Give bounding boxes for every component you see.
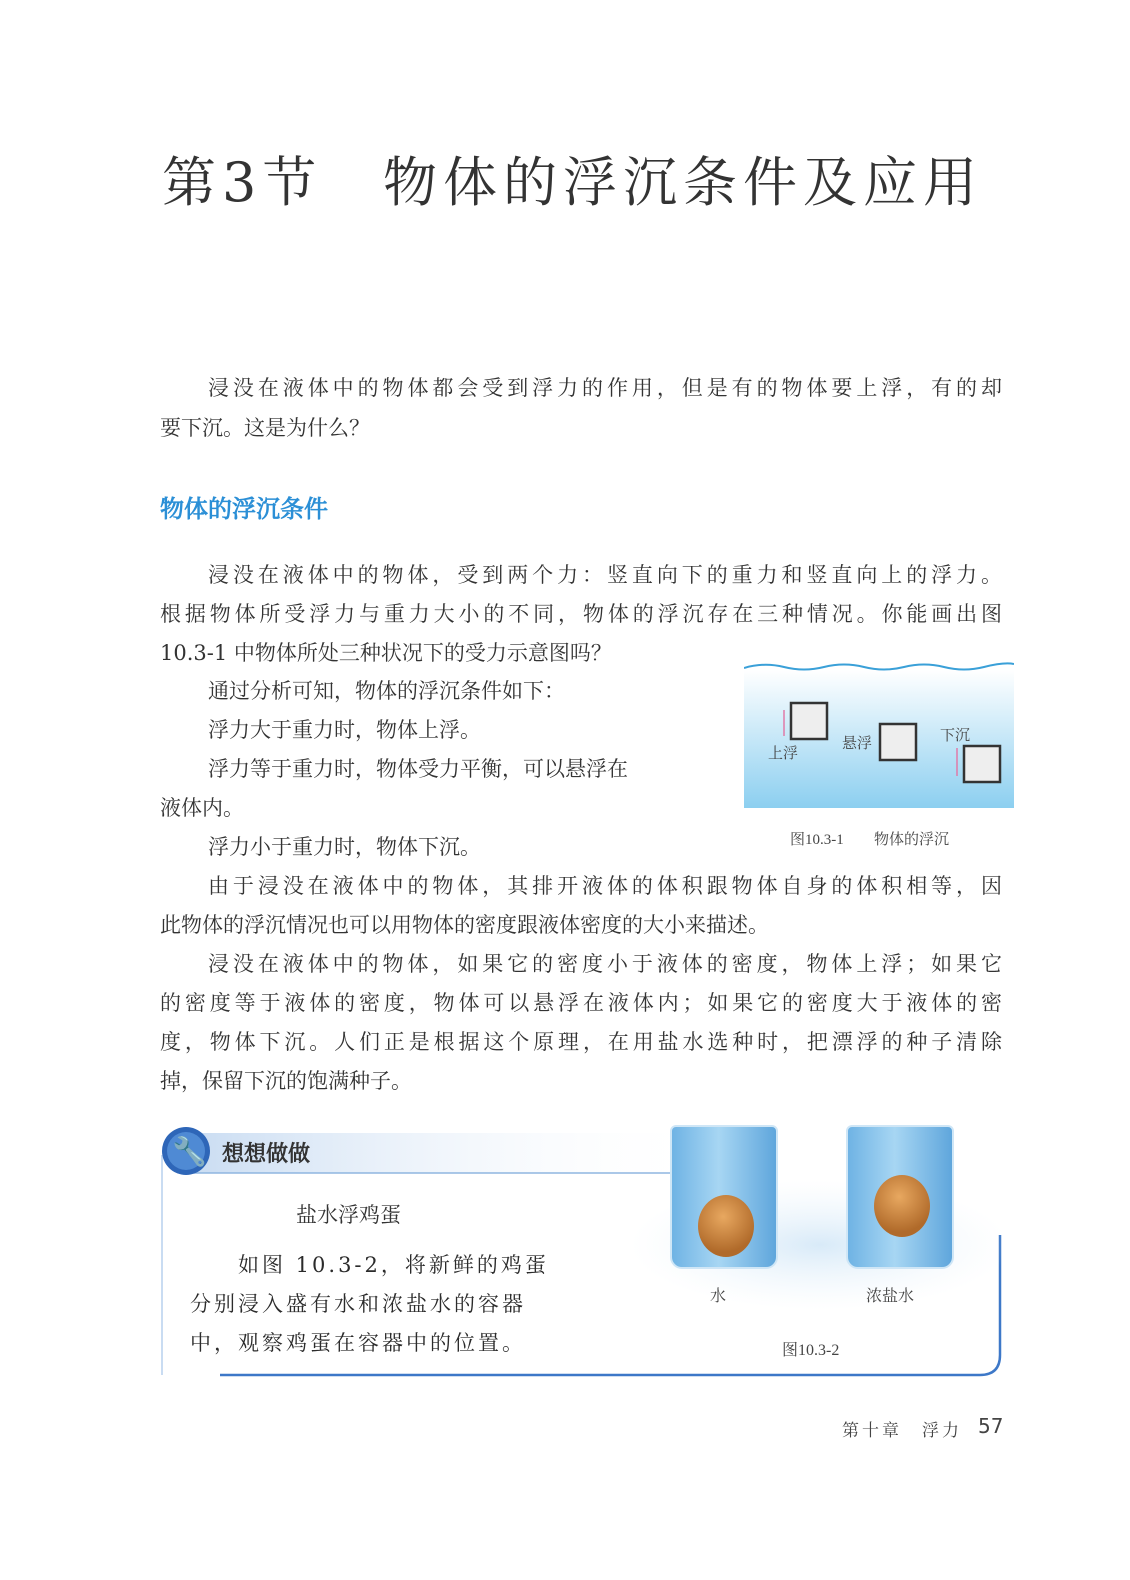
intro-line: 浸没在液体中的物体都会受到浮力的作用，但是有的物体要上浮，有的却 <box>208 376 1002 400</box>
body-line: 浮力大于重力时，物体上浮。 <box>208 718 481 742</box>
body-line: 此物体的浮沉情况也可以用物体的密度跟液体密度的大小来描述。 <box>160 913 769 937</box>
body-line: 浸没在液体中的物体，受到两个力：竖直向下的重力和竖直向上的浮力。 <box>208 563 1002 587</box>
activity-text-line: 如图 10.3-2，将新鲜的鸡蛋 <box>238 1253 549 1277</box>
body-line: 浮力等于重力时，物体受力平衡，可以悬浮在 <box>208 757 628 781</box>
activity-tag: 想想做做 <box>222 1142 311 1167</box>
body-line: 根据物体所受浮力与重力大小的不同，物体的浮沉存在三种情况。你能画出图 <box>160 602 1002 626</box>
water-surface <box>744 663 1014 669</box>
intro-line: 要下沉。这是为什么？ <box>160 416 370 440</box>
figure1-caption-number: 图10.3-1 <box>790 832 844 848</box>
figure-float-sink <box>744 658 1014 808</box>
page-title: 物体的浮沉条件及应用 <box>383 151 983 214</box>
section-number: 第3节 <box>162 151 323 214</box>
footer-chapter: 第十章 浮力 <box>842 1421 962 1441</box>
body-line: 通过分析可知，物体的浮沉条件如下： <box>208 679 565 703</box>
body-line: 掉，保留下沉的饱满种子。 <box>160 1069 412 1093</box>
body-line: 度，物体下沉。人们正是根据这个原理，在用盐水选种时，把漂浮的种子清除 <box>160 1030 1002 1054</box>
egg <box>698 1195 754 1257</box>
label-suspend: 悬浮 <box>842 736 873 752</box>
section-heading: 物体的浮沉条件 <box>160 495 328 523</box>
activity-text-line: 分别浸入盛有水和浓盐水的容器 <box>190 1292 526 1316</box>
body-line: 液体内。 <box>160 796 244 820</box>
tank-illustration <box>744 658 1014 808</box>
beaker-label-salt-water: 浓盐水 <box>866 1288 915 1305</box>
body-line: 10.3-1 中物体所处三种状况下的受力示意图吗？ <box>160 641 612 665</box>
figure1-caption-text: 物体的浮沉 <box>874 832 950 848</box>
activity-text-line: 中，观察鸡蛋在容器中的位置。 <box>190 1331 526 1355</box>
label-sink: 下沉 <box>940 728 971 744</box>
body-line: 浮力小于重力时，物体下沉。 <box>208 835 481 859</box>
page-number: 57 <box>978 1414 1004 1438</box>
wrench-icon: 🔧 <box>172 1135 207 1168</box>
body-line: 的密度等于液体的密度，物体可以悬浮在液体内；如果它的密度大于液体的密 <box>160 991 1002 1015</box>
body-line: 浸没在液体中的物体，如果它的密度小于液体的密度，物体上浮；如果它 <box>208 952 1002 976</box>
figure2-caption: 图10.3-2 <box>782 1342 840 1359</box>
egg <box>874 1175 930 1237</box>
body-line: 由于浸没在液体中的物体，其排开液体的体积跟物体自身的体积相等，因 <box>208 874 1002 898</box>
activity-title: 盐水浮鸡蛋 <box>296 1203 401 1227</box>
activity-box <box>160 1125 1002 1375</box>
label-rise: 上浮 <box>768 746 799 762</box>
beaker-label-water: 水 <box>710 1288 727 1305</box>
